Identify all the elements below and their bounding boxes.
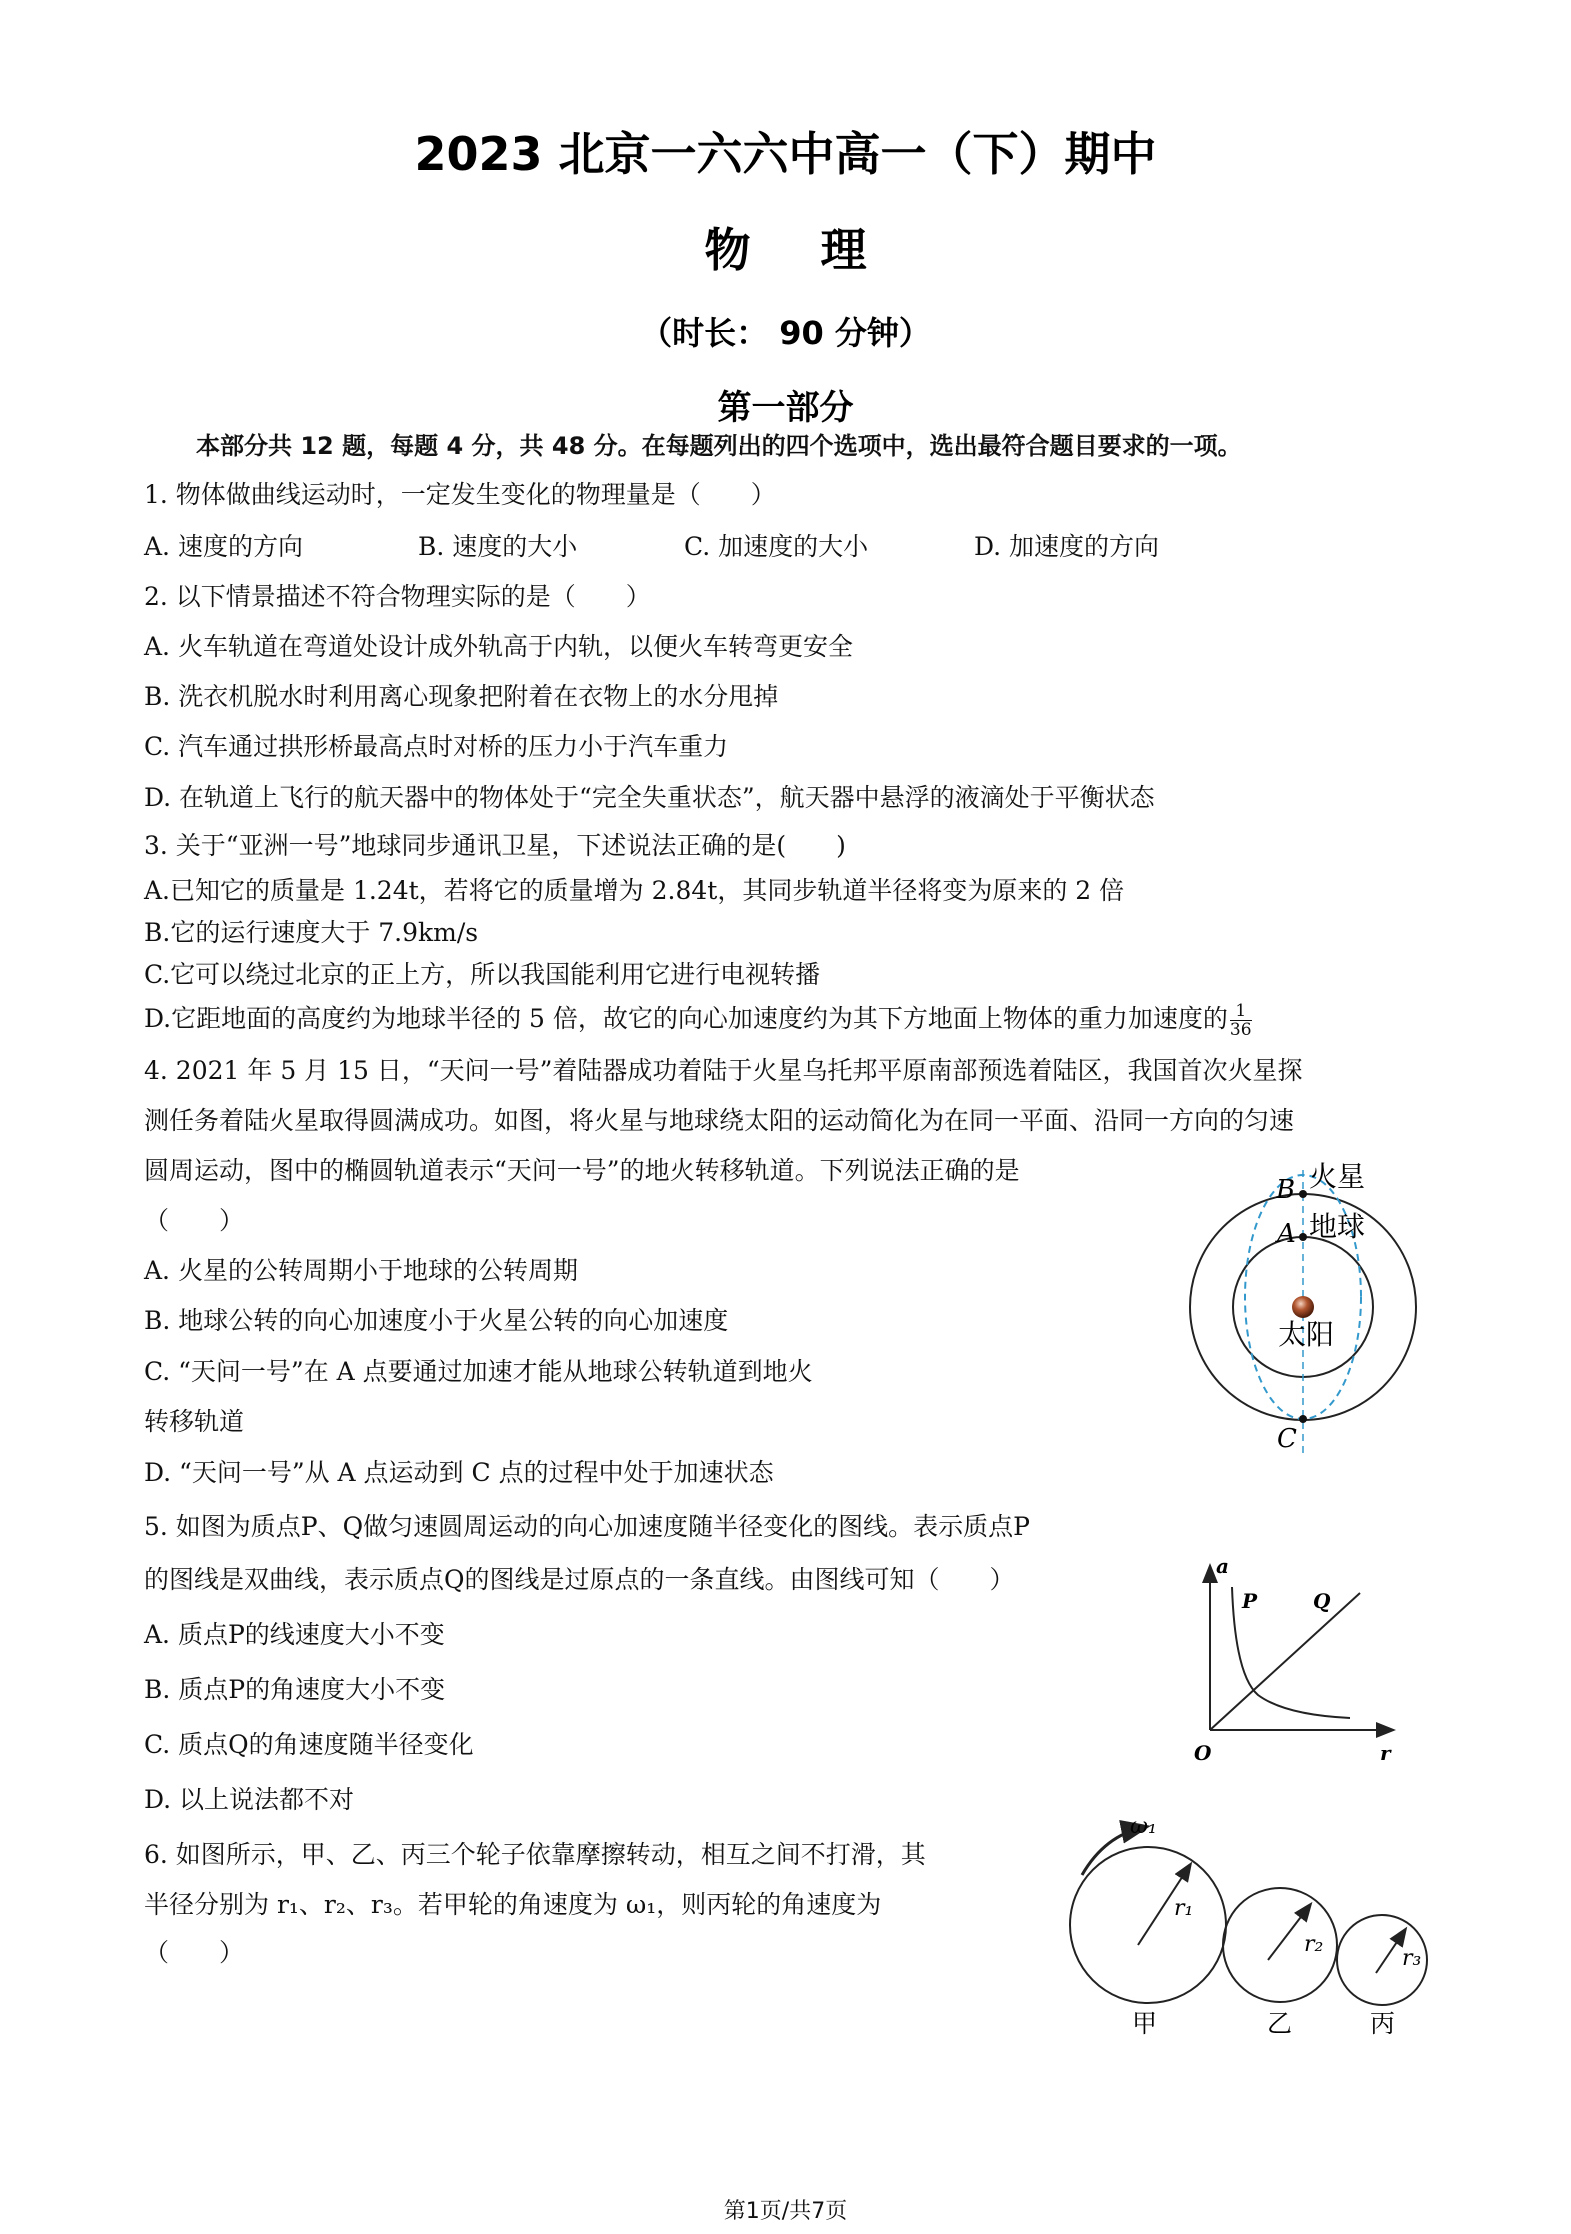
label-jia: 甲 <box>1132 2009 1158 2038</box>
q3-stem: 3. 关于“亚洲一号”地球同步通讯卫星，下述说法正确的是( ) <box>144 831 846 860</box>
q2-option-c: C. 汽车通过拱形桥最高点时对桥的压力小于汽车重力 <box>144 732 729 761</box>
q1-option-d: D. 加速度的方向 <box>974 532 1160 561</box>
label-b: B <box>1276 1175 1296 1205</box>
exam-title: 2023 北京一六六中高一（下）期中 <box>414 127 1157 181</box>
axis-label-a: a <box>1216 1555 1229 1578</box>
q4-stem-line-2: 测任务着陆火星取得圆满成功。如图，将火星与地球绕太阳的运动简化为在同一平面、沿同一方向的匀速 <box>144 1106 1295 1135</box>
wheel-jia <box>1070 1847 1226 2003</box>
q3-option-d <box>144 1002 1252 1039</box>
label-earth: 地球 <box>1309 1210 1366 1243</box>
label-yi: 乙 <box>1267 2009 1293 2038</box>
q4-option-a: A. 火星的公转周期小于地球的公转周期 <box>144 1256 578 1285</box>
label-omega: ω₁ <box>1130 1814 1157 1839</box>
q2-option-b: B. 洗衣机脱水时利用离心现象把附着在衣物上的水分甩掉 <box>144 682 779 711</box>
radius-r3 <box>1376 1930 1405 1973</box>
q4-stem-line-4: （ ） <box>144 1206 245 1235</box>
q4-orbit-figure <box>1180 1150 1420 1460</box>
q1-option-c: C. 加速度的大小 <box>684 532 869 561</box>
q5-graph-figure <box>1180 1555 1405 1765</box>
q6-stem-line-1: 6. 如图所示，甲、乙、丙三个轮子依靠摩擦转动，相互之间不打滑，其 <box>144 1840 926 1869</box>
origin-label: O <box>1194 1741 1212 1765</box>
page-number: 第1页/共7页 <box>723 2199 848 2224</box>
point-a <box>1299 1233 1307 1241</box>
point-b <box>1299 1190 1307 1198</box>
q3-option-c: C.它可以绕过北京的正上方，所以我国能利用它进行电视转播 <box>144 960 821 989</box>
q4-option-c: C. “天问一号”在 A 点要通过加速才能从地球公转轨道到地火 <box>144 1357 813 1386</box>
q4-option-b: B. 地球公转的向心加速度小于火星公转的向心加速度 <box>144 1306 729 1335</box>
label-r2: r₂ <box>1304 1932 1324 1957</box>
q4-option-c-cont: 转移轨道 <box>144 1407 245 1436</box>
q3-option-b: B.它的运行速度大于 7.9km/s <box>144 918 479 947</box>
label-r1: r₁ <box>1174 1896 1194 1921</box>
fraction-numerator: 1 <box>1230 1002 1252 1021</box>
q1-stem: 1. 物体做曲线运动时，一定发生变化的物理量是（ ） <box>144 480 776 509</box>
axis-label-r: r <box>1380 1741 1391 1765</box>
q6-stem-line-3: （ ） <box>144 1938 245 1967</box>
q4-stem-line-3: 圆周运动，图中的椭圆轨道表示“天问一号”的地火转移轨道。下列说法正确的是 <box>144 1156 1020 1185</box>
part-instructions: 本部分共 12 题，每题 4 分，共 48 分。在每题列出的四个选项中，选出最符合题目要求的一项。 <box>196 432 1242 460</box>
subject-title: 物理 <box>704 223 937 277</box>
q6-stem-line-2: 半径分别为 r₁、r₂、r₃。若甲轮的角速度为 ω₁，则丙轮的角速度为 <box>144 1890 882 1919</box>
label-mars: 火星 <box>1309 1160 1366 1193</box>
sun-icon <box>1292 1296 1314 1318</box>
label-r3: r₃ <box>1402 1946 1422 1971</box>
q3-option-a: A.已知它的质量是 1.24t，若将它的质量增为 2.84t，其同步轨道半径将变为原来的 2 倍 <box>144 876 1125 905</box>
q5-stem-line-2: 的图线是双曲线，表示质点Q的图线是过原点的一条直线。由图线可知（ ） <box>144 1565 1015 1594</box>
label-q: Q <box>1313 1589 1331 1613</box>
label-p: P <box>1242 1589 1258 1613</box>
q5-option-a: A. 质点P的线速度大小不变 <box>144 1620 445 1649</box>
duration: （时长： 90 分钟） <box>640 314 931 352</box>
point-c <box>1299 1415 1307 1423</box>
q6-wheels-figure <box>1060 1805 1450 2045</box>
q5-option-d: D. 以上说法都不对 <box>144 1785 355 1814</box>
part-heading: 第一部分 <box>717 388 854 428</box>
fraction-denominator: 36 <box>1229 1020 1252 1040</box>
q4-option-d: D. “天问一号”从 A 点运动到 C 点的过程中处于加速状态 <box>144 1458 774 1487</box>
label-sun: 太阳 <box>1278 1318 1335 1351</box>
q2-stem: 2. 以下情景描述不符合物理实际的是（ ） <box>144 582 651 611</box>
label-bing: 丙 <box>1370 2009 1396 2038</box>
q5-stem-line-1: 5. 如图为质点P、Q做匀速圆周运动的向心加速度随半径变化的图线。表示质点P <box>144 1512 1030 1541</box>
label-c: C <box>1277 1424 1297 1454</box>
q1-option-b: B. 速度的大小 <box>418 532 578 561</box>
q3-option-d-text: D.它距地面的高度约为地球半径的 5 倍，故它的向心加速度约为其下方地面上物体的重力加速度的 <box>144 1004 1228 1033</box>
q2-option-a: A. 火车轨道在弯道处设计成外轨高于内轨，以便火车转弯更安全 <box>144 632 853 661</box>
q2-option-d: D. 在轨道上飞行的航天器中的物体处于“完全失重状态”，航天器中悬浮的液滴处于平衡状态 <box>144 783 1155 812</box>
q5-option-b: B. 质点P的角速度大小不变 <box>144 1675 446 1704</box>
q4-stem-line-1: 4. 2021 年 5 月 15 日，“天问一号”着陆器成功着陆于火星乌托邦平原南部预选着陆区，我国首次火星探 <box>144 1056 1303 1085</box>
fraction <box>1230 1002 1252 1039</box>
q5-option-c: C. 质点Q的角速度随半径变化 <box>144 1730 474 1759</box>
label-a: A <box>1277 1219 1296 1249</box>
q1-option-a: A. 速度的方向 <box>144 532 303 561</box>
